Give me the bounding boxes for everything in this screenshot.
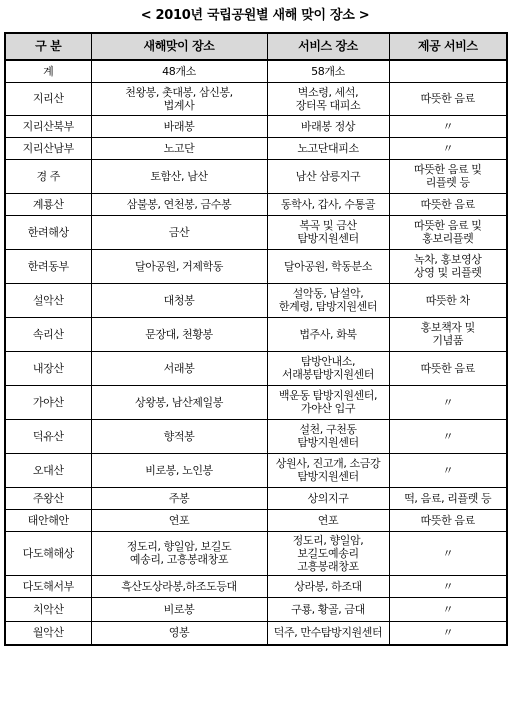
table-row xyxy=(5,531,507,575)
row-newyear-place: 상왕봉, 남산제일봉 xyxy=(91,385,267,419)
row-name: 지리산남부 xyxy=(5,137,91,159)
row-newyear-place: 천왕봉, 촛대봉, 삼신봉, 법계사 xyxy=(91,82,267,115)
table-row xyxy=(5,249,507,283)
row-service-place: 설천, 구천동 탐방지원센터 xyxy=(267,419,389,453)
table-row xyxy=(5,419,507,453)
row-newyear-place: 비로봉 xyxy=(91,597,267,621)
row-service: 따뜻한 음료 xyxy=(389,509,507,531)
row-newyear-place: 노고단 xyxy=(91,137,267,159)
row-newyear-place: 영봉 xyxy=(91,621,267,645)
row-name: 오대산 xyxy=(5,453,91,487)
table-row xyxy=(5,317,507,351)
table-row xyxy=(5,193,507,215)
row-name: 태안해안 xyxy=(5,509,91,531)
header-service-place: 서비스 장소 xyxy=(267,33,389,60)
table-row xyxy=(5,385,507,419)
row-service-place: 상의지구 xyxy=(267,487,389,509)
row-name: 경 주 xyxy=(5,159,91,193)
row-service: 〃 xyxy=(389,597,507,621)
row-service-place: 58개소 xyxy=(267,60,389,82)
row-name: 계룡산 xyxy=(5,193,91,215)
row-service-place: 정도리, 향일암, 보길도예송리 고흥봉래창포 xyxy=(267,531,389,575)
row-newyear-place: 주봉 xyxy=(91,487,267,509)
row-service-place: 탐방안내소, 서래봉탐방지원센터 xyxy=(267,351,389,385)
row-service-place: 복곡 및 금산 탐방지원센터 xyxy=(267,215,389,249)
row-newyear-place: 문장대, 천황봉 xyxy=(91,317,267,351)
header-newyear-place: 새해맞이 장소 xyxy=(91,33,267,60)
row-service-place: 동학사, 갑사, 수통골 xyxy=(267,193,389,215)
table-row xyxy=(5,621,507,645)
row-service-place: 연포 xyxy=(267,509,389,531)
row-name: 월악산 xyxy=(5,621,91,645)
table-row xyxy=(5,487,507,509)
row-newyear-place: 향적봉 xyxy=(91,419,267,453)
table-row xyxy=(5,82,507,115)
table-body xyxy=(5,60,507,645)
table-row xyxy=(5,60,507,82)
row-service-place: 덕주, 만수탐방지원센터 xyxy=(267,621,389,645)
table-row xyxy=(5,351,507,385)
table-row xyxy=(5,575,507,597)
row-service-place: 노고단대피소 xyxy=(267,137,389,159)
row-service: 따뜻한 음료 및 리플렛 등 xyxy=(389,159,507,193)
row-service: 〃 xyxy=(389,115,507,137)
header-category: 구 분 xyxy=(5,33,91,60)
row-name: 덕유산 xyxy=(5,419,91,453)
row-name: 다도해해상 xyxy=(5,531,91,575)
row-newyear-place: 48개소 xyxy=(91,60,267,82)
row-service: 〃 xyxy=(389,621,507,645)
row-service: 〃 xyxy=(389,531,507,575)
row-newyear-place: 금산 xyxy=(91,215,267,249)
row-service-place: 법주사, 화북 xyxy=(267,317,389,351)
table-row xyxy=(5,115,507,137)
table-row xyxy=(5,597,507,621)
row-name: 주왕산 xyxy=(5,487,91,509)
row-service-place: 설악동, 남설악, 한계령, 탐방지원센터 xyxy=(267,283,389,317)
row-service: 따뜻한 차 xyxy=(389,283,507,317)
table-row xyxy=(5,283,507,317)
row-service-place: 벽소령, 세석, 장터목 대피소 xyxy=(267,82,389,115)
row-name: 지리산북부 xyxy=(5,115,91,137)
row-service: 〃 xyxy=(389,137,507,159)
row-name: 다도해서부 xyxy=(5,575,91,597)
row-service: 홍보책자 및 기념품 xyxy=(389,317,507,351)
row-name: 한려동부 xyxy=(5,249,91,283)
row-service: 〃 xyxy=(389,453,507,487)
row-service: 따뜻한 음료 및 홍보리플렛 xyxy=(389,215,507,249)
row-service: 따뜻한 음료 xyxy=(389,351,507,385)
row-service-place: 상라봉, 하조대 xyxy=(267,575,389,597)
row-service: 떡, 음료, 리플렛 등 xyxy=(389,487,507,509)
table-row xyxy=(5,453,507,487)
row-newyear-place: 토함산, 남산 xyxy=(91,159,267,193)
row-name: 속리산 xyxy=(5,317,91,351)
table-title: < 2010년 국립공원별 새해 맞이 장소 > xyxy=(140,8,370,23)
table-row xyxy=(5,137,507,159)
row-name: 치악산 xyxy=(5,597,91,621)
row-newyear-place: 대청봉 xyxy=(91,283,267,317)
park-newyear-table xyxy=(4,32,508,646)
row-newyear-place: 서래봉 xyxy=(91,351,267,385)
header-row xyxy=(5,33,507,60)
row-service: 녹차, 홍보영상 상영 및 리플렛 xyxy=(389,249,507,283)
row-name: 가야산 xyxy=(5,385,91,419)
table-row xyxy=(5,159,507,193)
table-row xyxy=(5,509,507,531)
row-service: 〃 xyxy=(389,385,507,419)
row-service-place: 상원사, 진고개, 소금강 탐방지원센터 xyxy=(267,453,389,487)
row-name: 지리산 xyxy=(5,82,91,115)
row-name: 한려해상 xyxy=(5,215,91,249)
row-service xyxy=(389,60,507,82)
row-newyear-place: 비로봉, 노인봉 xyxy=(91,453,267,487)
row-name: 설악산 xyxy=(5,283,91,317)
row-service-place: 구룡, 황골, 금대 xyxy=(267,597,389,621)
header-service: 제공 서비스 xyxy=(389,33,507,60)
row-service-place: 바래봉 정상 xyxy=(267,115,389,137)
row-service: 따뜻한 음료 xyxy=(389,82,507,115)
row-newyear-place: 달아공원, 거제학동 xyxy=(91,249,267,283)
row-newyear-place: 연포 xyxy=(91,509,267,531)
row-service-place: 달아공원, 학동분소 xyxy=(267,249,389,283)
row-name: 계 xyxy=(5,60,91,82)
table-row xyxy=(5,215,507,249)
row-service: 〃 xyxy=(389,575,507,597)
row-service-place: 백운동 탐방지원센터, 가야산 입구 xyxy=(267,385,389,419)
row-newyear-place: 바래봉 xyxy=(91,115,267,137)
row-service-place: 남산 삼릉지구 xyxy=(267,159,389,193)
row-service: 따뜻한 음료 xyxy=(389,193,507,215)
row-newyear-place: 흑산도상라봉,하조도등대 xyxy=(91,575,267,597)
row-newyear-place: 정도리, 향일암, 보길도 예송리, 고흥봉래창포 xyxy=(91,531,267,575)
row-newyear-place: 삼불봉, 연천봉, 금수봉 xyxy=(91,193,267,215)
row-name: 내장산 xyxy=(5,351,91,385)
row-service: 〃 xyxy=(389,419,507,453)
